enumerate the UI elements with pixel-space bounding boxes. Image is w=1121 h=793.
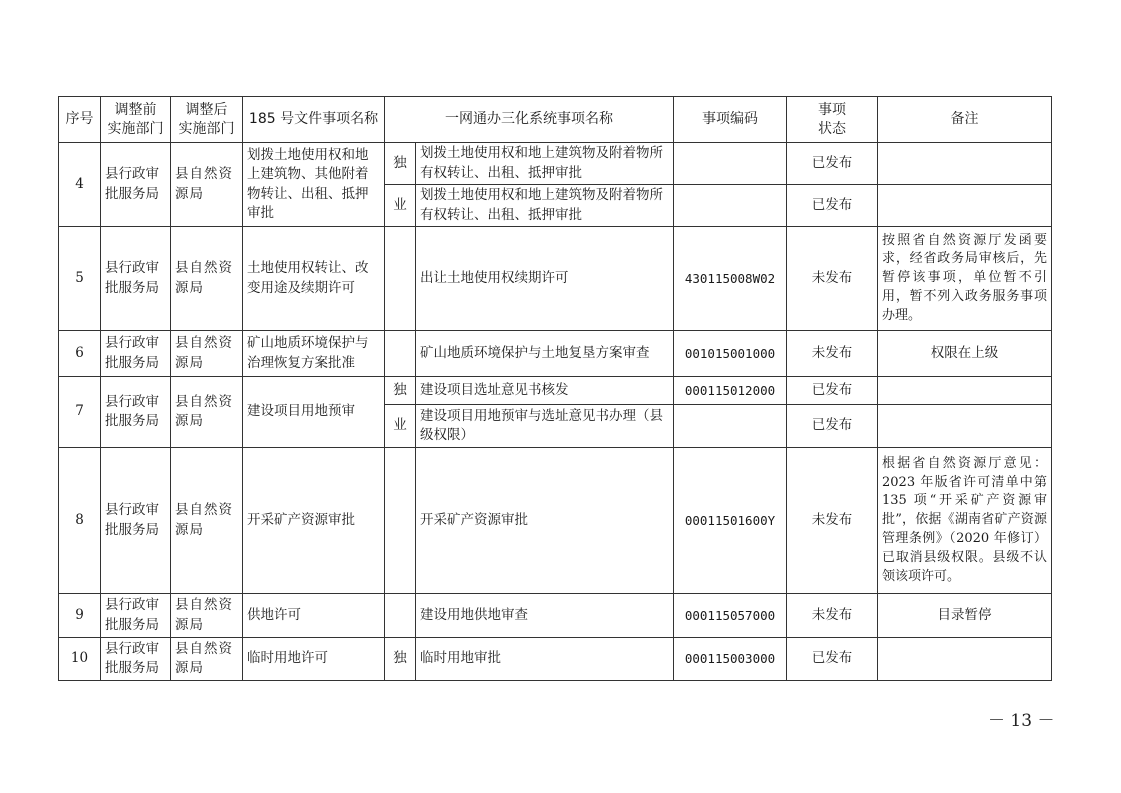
dept-after-cell: 县自然资源局 bbox=[171, 377, 243, 448]
system-name-cell: 划拨土地使用权和地上建筑物及附着物所有权转让、出租、抵押审批 bbox=[416, 143, 674, 185]
status-cell: 未发布 bbox=[787, 448, 878, 594]
status-cell: 已发布 bbox=[787, 143, 878, 185]
remark-cell bbox=[878, 638, 1052, 681]
header-seq: 序号 bbox=[59, 97, 101, 143]
dept-before-cell: 县行政审批服务局 bbox=[101, 594, 171, 638]
dept-before-cell: 县行政审批服务局 bbox=[101, 143, 171, 227]
seq-cell: 5 bbox=[59, 227, 101, 331]
system-name-cell: 开采矿产资源审批 bbox=[416, 448, 674, 594]
dept-after-cell: 县自然资源局 bbox=[171, 638, 243, 681]
remark-cell: 权限在上级 bbox=[878, 331, 1052, 377]
doc185-cell: 临时用地许可 bbox=[243, 638, 385, 681]
header-status: 事项 状态 bbox=[787, 97, 878, 143]
dept-after-cell: 县自然资源局 bbox=[171, 143, 243, 227]
header-doc185: 185 号文件事项名称 bbox=[243, 97, 385, 143]
status-cell: 未发布 bbox=[787, 594, 878, 638]
system-name-cell: 矿山地质环境保护与土地复垦方案审查 bbox=[416, 331, 674, 377]
table-row bbox=[59, 227, 1052, 331]
doc185-cell: 开采矿产资源审批 bbox=[243, 448, 385, 594]
remark-cell: 目录暂停 bbox=[878, 594, 1052, 638]
dept-after-cell: 县自然资源局 bbox=[171, 594, 243, 638]
header-remark: 备注 bbox=[878, 97, 1052, 143]
header-dept-before: 调整前 实施部门 bbox=[101, 97, 171, 143]
status-cell: 已发布 bbox=[787, 638, 878, 681]
code-cell bbox=[674, 143, 787, 185]
remark-cell: 按照省自然资源厅发函要求，经省政务局审核后，先暂停该事项，单位暂不引用，暂不列入政务服务事项办理。 bbox=[878, 227, 1052, 331]
mark-cell: 独 bbox=[385, 638, 416, 681]
table-row bbox=[59, 143, 1052, 185]
table-row bbox=[59, 377, 1052, 405]
table-row bbox=[59, 448, 1052, 594]
status-cell: 未发布 bbox=[787, 331, 878, 377]
remark-cell bbox=[878, 143, 1052, 185]
code-cell: 001015001000 bbox=[674, 331, 787, 377]
seq-cell: 7 bbox=[59, 377, 101, 448]
code-cell: 000115057000 bbox=[674, 594, 787, 638]
seq-cell: 9 bbox=[59, 594, 101, 638]
doc185-cell: 供地许可 bbox=[243, 594, 385, 638]
system-name-cell: 建设项目选址意见书核发 bbox=[416, 377, 674, 405]
dept-before-cell: 县行政审批服务局 bbox=[101, 377, 171, 448]
status-cell: 已发布 bbox=[787, 377, 878, 405]
dept-after-cell: 县自然资源局 bbox=[171, 448, 243, 594]
dept-before-cell: 县行政审批服务局 bbox=[101, 638, 171, 681]
header-dept-after: 调整后 实施部门 bbox=[171, 97, 243, 143]
remark-cell bbox=[878, 405, 1052, 448]
mark-cell bbox=[385, 594, 416, 638]
table-row bbox=[59, 594, 1052, 638]
remark-cell bbox=[878, 185, 1052, 227]
mark-cell bbox=[385, 331, 416, 377]
system-name-cell: 建设项目用地预审与选址意见书办理（县级权限） bbox=[416, 405, 674, 448]
remark-cell bbox=[878, 377, 1052, 405]
header-code: 事项编码 bbox=[674, 97, 787, 143]
doc185-cell: 划拨土地使用权和地上建筑物、其他附着物转让、出租、抵押审批 bbox=[243, 143, 385, 227]
dept-before-cell: 县行政审批服务局 bbox=[101, 227, 171, 331]
system-name-cell: 临时用地审批 bbox=[416, 638, 674, 681]
page-number: － 13 － bbox=[988, 711, 1055, 731]
code-cell: 000115003000 bbox=[674, 638, 787, 681]
dept-after-cell: 县自然资源局 bbox=[171, 227, 243, 331]
system-name-cell: 出让土地使用权续期许可 bbox=[416, 227, 674, 331]
header-system-name: 一网通办三化系统事项名称 bbox=[385, 97, 674, 143]
code-cell bbox=[674, 185, 787, 227]
seq-cell: 4 bbox=[59, 143, 101, 227]
seq-cell: 8 bbox=[59, 448, 101, 594]
doc185-cell: 矿山地质环境保护与治理恢复方案批准 bbox=[243, 331, 385, 377]
seq-cell: 10 bbox=[59, 638, 101, 681]
remark-cell: 根据省自然资源厅意见：2023 年版省许可清单中第 135 项“开采矿产资源审批”，依据《湖南省矿产资源管理条例》（2020 年修订）已取消县级权限。县级不认领该项许可。 bbox=[878, 448, 1052, 594]
seq-cell: 6 bbox=[59, 331, 101, 377]
status-cell: 未发布 bbox=[787, 227, 878, 331]
table-row bbox=[59, 638, 1052, 681]
mark-cell: 独 bbox=[385, 377, 416, 405]
mark-cell bbox=[385, 448, 416, 594]
system-name-cell: 划拨土地使用权和地上建筑物及附着物所有权转让、出租、抵押审批 bbox=[416, 185, 674, 227]
code-cell bbox=[674, 405, 787, 448]
mark-cell: 独 bbox=[385, 143, 416, 185]
code-cell: 430115008W02 bbox=[674, 227, 787, 331]
dept-before-cell: 县行政审批服务局 bbox=[101, 331, 171, 377]
code-cell: 00011501600Y bbox=[674, 448, 787, 594]
doc185-cell: 土地使用权转让、改变用途及续期许可 bbox=[243, 227, 385, 331]
system-name-cell: 建设用地供地审查 bbox=[416, 594, 674, 638]
mark-cell: 业 bbox=[385, 405, 416, 448]
table-row bbox=[59, 331, 1052, 377]
doc185-cell: 建设项目用地预审 bbox=[243, 377, 385, 448]
mark-cell bbox=[385, 227, 416, 331]
header-row bbox=[59, 97, 1052, 143]
dept-after-cell: 县自然资源局 bbox=[171, 331, 243, 377]
matters-table bbox=[58, 96, 1052, 681]
code-cell: 000115012000 bbox=[674, 377, 787, 405]
dept-before-cell: 县行政审批服务局 bbox=[101, 448, 171, 594]
mark-cell: 业 bbox=[385, 185, 416, 227]
status-cell: 已发布 bbox=[787, 185, 878, 227]
status-cell: 已发布 bbox=[787, 405, 878, 448]
